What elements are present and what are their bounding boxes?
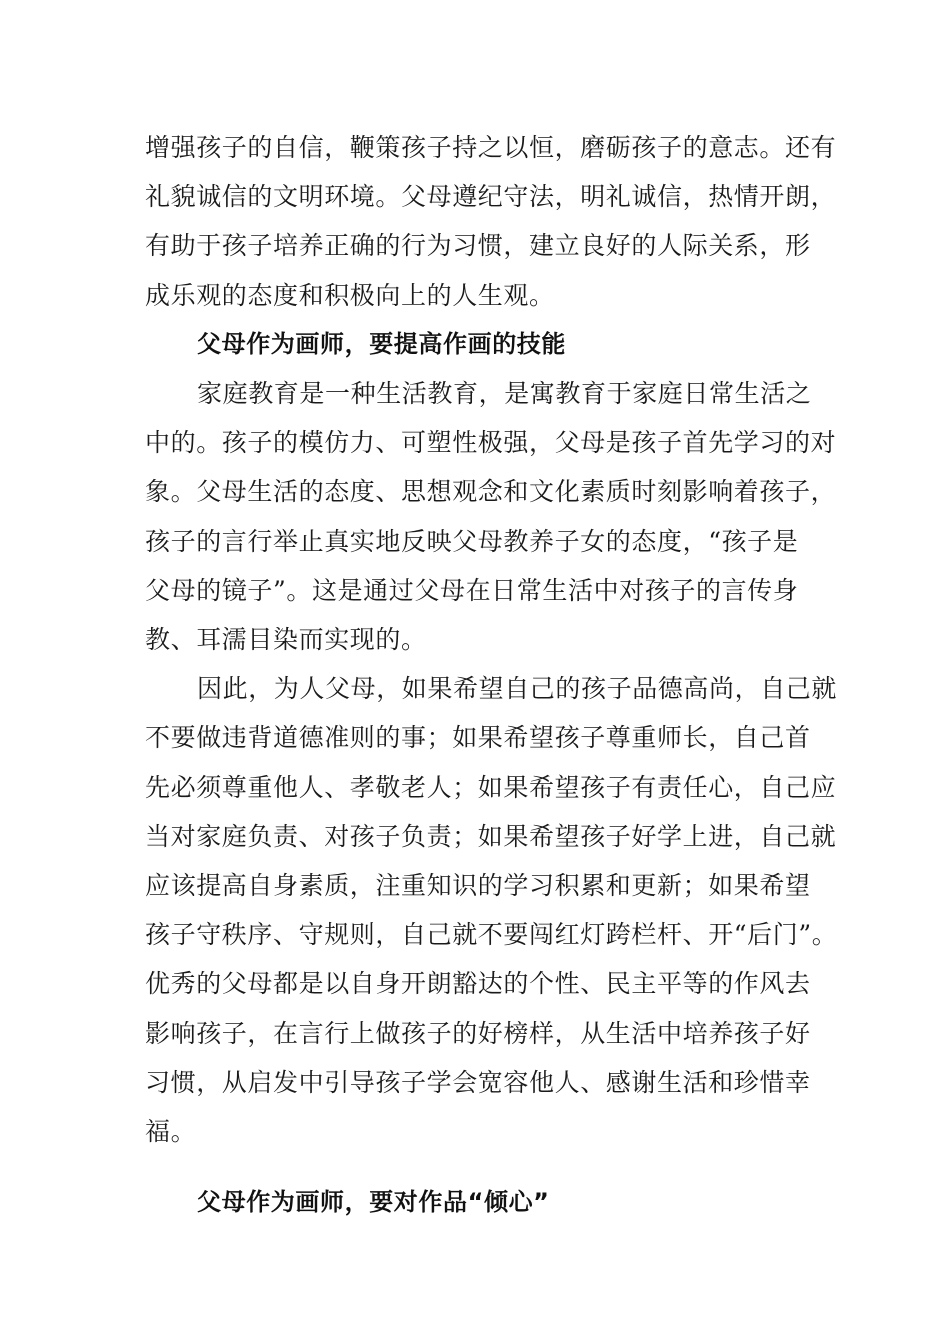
text-line: 礼貌诚信的文明环境。父母遵纪守法，明礼诚信，热情开朗， (145, 182, 837, 212)
text-line: 有助于孩子培养正确的行为习惯，建立良好的人际关系，形 (145, 231, 811, 261)
text-line: 成乐观的态度和积极向上的人生观。 (145, 280, 555, 310)
section-heading-devotion: 父母作为画师，要对作品“倾心” (197, 1188, 550, 1217)
paragraph-role-model (145, 664, 838, 1156)
text-line: 孩子守秩序、守规则，自己就不要闯红灯跨栏杆、开“后门”。 (145, 920, 838, 950)
text-line: 习惯，从启发中引导孩子学会宽容他人、感谢生活和珍惜幸 (145, 1067, 811, 1097)
section-heading-skills: 父母作为画师，要提高作画的技能 (197, 329, 566, 358)
text-line: 优秀的父母都是以自身开朗豁达的个性、民主平等的作风去 (145, 969, 811, 999)
paragraph-family-education (145, 369, 837, 664)
text-line: 中的。孩子的模仿力、可塑性极强，父母是孩子首先学习的对 (145, 428, 837, 458)
text-line: 先必须尊重他人、孝敬老人；如果希望孩子有责任心，自己应 (145, 772, 837, 802)
text-line: 当对家庭负责、对孩子负责；如果希望孩子好学上进，自己就 (145, 821, 837, 851)
text-line: 应该提高自身素质，注重知识的学习积累和更新；如果希望 (145, 871, 811, 901)
text-line: 家庭教育是一种生活教育，是寓教育于家庭日常生活之 (197, 379, 812, 409)
text-line: 福。 (145, 1117, 197, 1147)
text-line: 孩子的言行举止真实地反映父母教养子女的态度，“孩子是 (145, 526, 799, 556)
document-body (145, 123, 838, 1227)
text-line: 影响孩子，在言行上做孩子的好榜样，从生活中培养孩子好 (145, 1018, 811, 1048)
text-line: 增强孩子的自信，鞭策孩子持之以恒，磨砺孩子的意志。还有 (145, 133, 837, 162)
text-line: 因此，为人父母，如果希望自己的孩子品德高尚，自己就 (197, 674, 838, 704)
text-line: 教、耳濡目染而实现的。 (145, 625, 427, 655)
text-line: 不要做违背道德准则的事；如果希望孩子尊重师长，自己首 (145, 723, 811, 753)
paragraph-continued (145, 123, 837, 320)
text-line: 父母的镜子”。这是通过父母在日常生活中对孩子的言传身 (145, 575, 799, 605)
text-line: 象。父母生活的态度、思想观念和文化素质时刻影响着孩子， (145, 477, 837, 507)
